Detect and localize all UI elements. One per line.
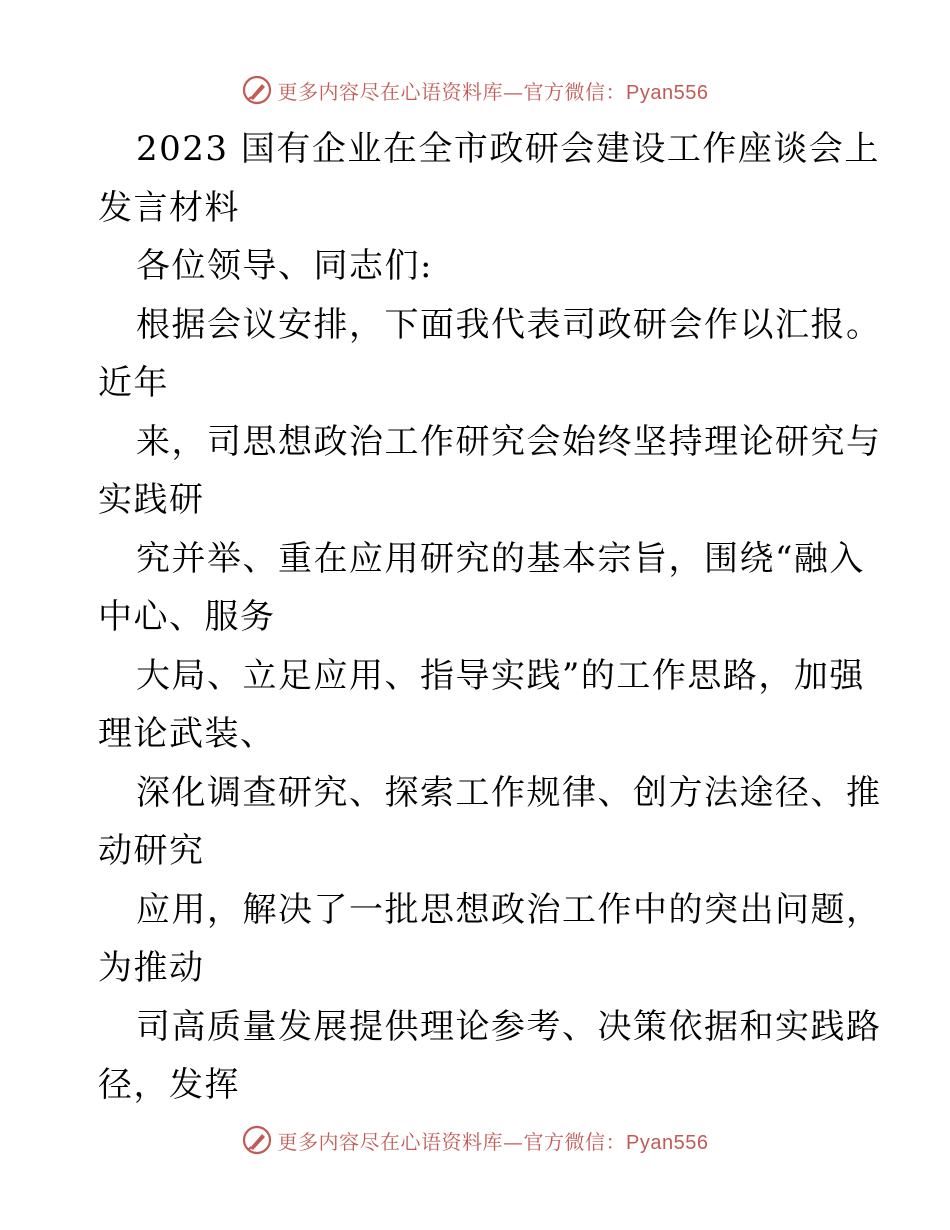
text-line: 中心、服务 [98, 597, 276, 637]
text-line: 理论武装、 [98, 714, 276, 754]
header-watermark [0, 70, 950, 110]
text-line: 实践研 [98, 480, 205, 520]
text-line: 近年 [98, 363, 169, 403]
text-line: 大局、立足应用、指导实践”的工作思路，加强 [136, 655, 865, 696]
text-line: 司高质量发展提供理论参考、决策依据和实践路 [136, 1006, 882, 1047]
text-line: 发言材料 [98, 187, 240, 228]
footer-watermark [0, 1120, 950, 1160]
text-line: 为推动 [98, 948, 205, 988]
watermark-wechat-id: Pyan556 [626, 1131, 709, 1154]
text-line: 动研究 [98, 831, 205, 871]
text-line: 径，发挥 [98, 1065, 240, 1105]
watermark-text: 更多内容尽在心语资料库—官方微信：Pyan556 [277, 1129, 709, 1154]
watermark-text: 更多内容尽在心语资料库—官方微信：Pyan556 [277, 79, 709, 104]
text-line: 深化调查研究、探索工作规律、创方法途径、推 [136, 772, 882, 813]
text-line: 应用，解决了一批思想政治工作中的突出问题， [136, 889, 882, 930]
quill-pen-logo-icon [242, 1125, 272, 1155]
text-line: 来，司思想政治工作研究会始终坚持理论研究与 [136, 421, 882, 462]
quill-pen-logo-icon [242, 75, 272, 105]
watermark-wechat-id: Pyan556 [626, 81, 709, 104]
document-body [98, 120, 882, 1115]
text-line: 究并举、重在应用研究的基本宗旨，围绕“融入 [136, 538, 865, 579]
text-line: 2023 国有企业在全市政研会建设工作座谈会上 [136, 129, 880, 169]
text-line: 根据会议安排，下面我代表司政研会作以汇报。 [136, 304, 882, 345]
text-line: 各位领导、同志们: [136, 246, 433, 286]
